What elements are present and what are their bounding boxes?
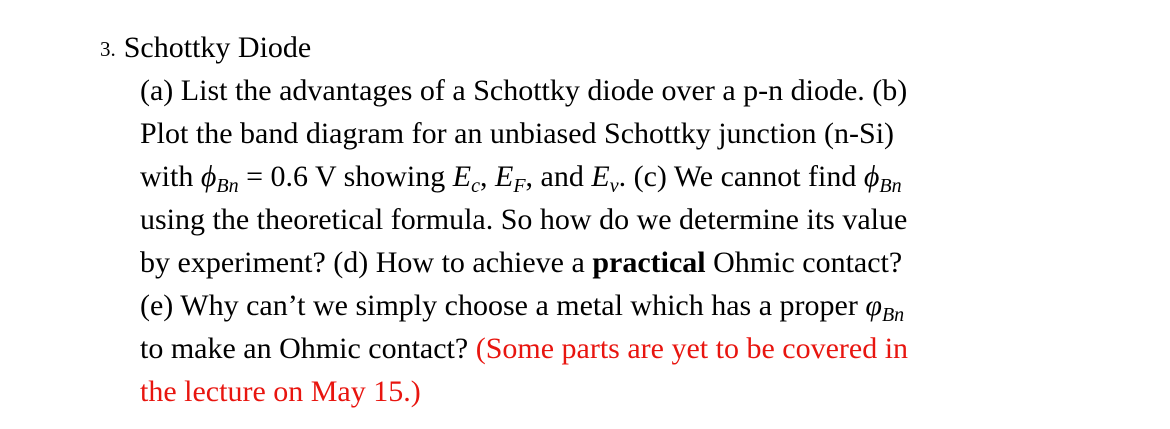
- lecture-note-part-1: (Some parts are yet to be covered in: [475, 332, 909, 365]
- phi-bn-subscript: Bn: [216, 175, 239, 197]
- phi-bn-symbol-2: ϕ: [863, 160, 880, 193]
- text-part-e: (e) Why can’t we simply choose a metal which has a proper: [140, 289, 866, 322]
- varphi-bn-subscript: Bn: [881, 304, 905, 326]
- text-comma: ,: [480, 160, 495, 193]
- question-line-5: [140, 241, 1140, 284]
- question-line-1: (a) List the advantages of a Schottky diode over a p-n diode. (b): [140, 74, 908, 107]
- ec-subscript: c: [471, 175, 480, 197]
- question-line-4: using the theoretical formula. So how do we determine its value: [140, 203, 908, 236]
- question-block: [100, 22, 1140, 413]
- ef-symbol: E: [495, 160, 514, 193]
- practical-emphasis: practical: [592, 246, 706, 279]
- ec-symbol: E: [452, 160, 472, 193]
- ev-symbol: E: [591, 160, 610, 193]
- varphi-bn-symbol: φ: [865, 289, 882, 322]
- text-ohmic-contact: Ohmic contact?: [705, 246, 903, 279]
- text-with: with: [140, 160, 201, 193]
- question-body: [140, 69, 1140, 413]
- text-ohmic-question: to make an Ohmic contact?: [140, 332, 476, 365]
- lecture-note-part-2: the lecture on May 15.): [140, 375, 421, 408]
- question-line-3: [140, 155, 1140, 198]
- question-number: 3.: [100, 37, 116, 61]
- question-line-2: Plot the band diagram for an unbiased Schottky junction (n-Si): [140, 117, 895, 150]
- ef-subscript: F: [513, 175, 526, 197]
- text-part-d: by experiment? (d) How to achieve a: [140, 246, 593, 279]
- ev-subscript: v: [609, 175, 619, 197]
- text-and: , and: [525, 160, 592, 193]
- question-heading: [100, 22, 1140, 75]
- question-line-6: [140, 284, 1140, 327]
- text-part-c: . (c) We cannot find: [618, 160, 864, 193]
- text-equals: = 0.6 V showing: [238, 160, 453, 193]
- phi-bn-subscript-2: Bn: [879, 175, 902, 197]
- question-title: Schottky Diode: [123, 31, 312, 64]
- phi-bn-symbol: ϕ: [200, 160, 217, 193]
- question-line-7: [140, 327, 1140, 370]
